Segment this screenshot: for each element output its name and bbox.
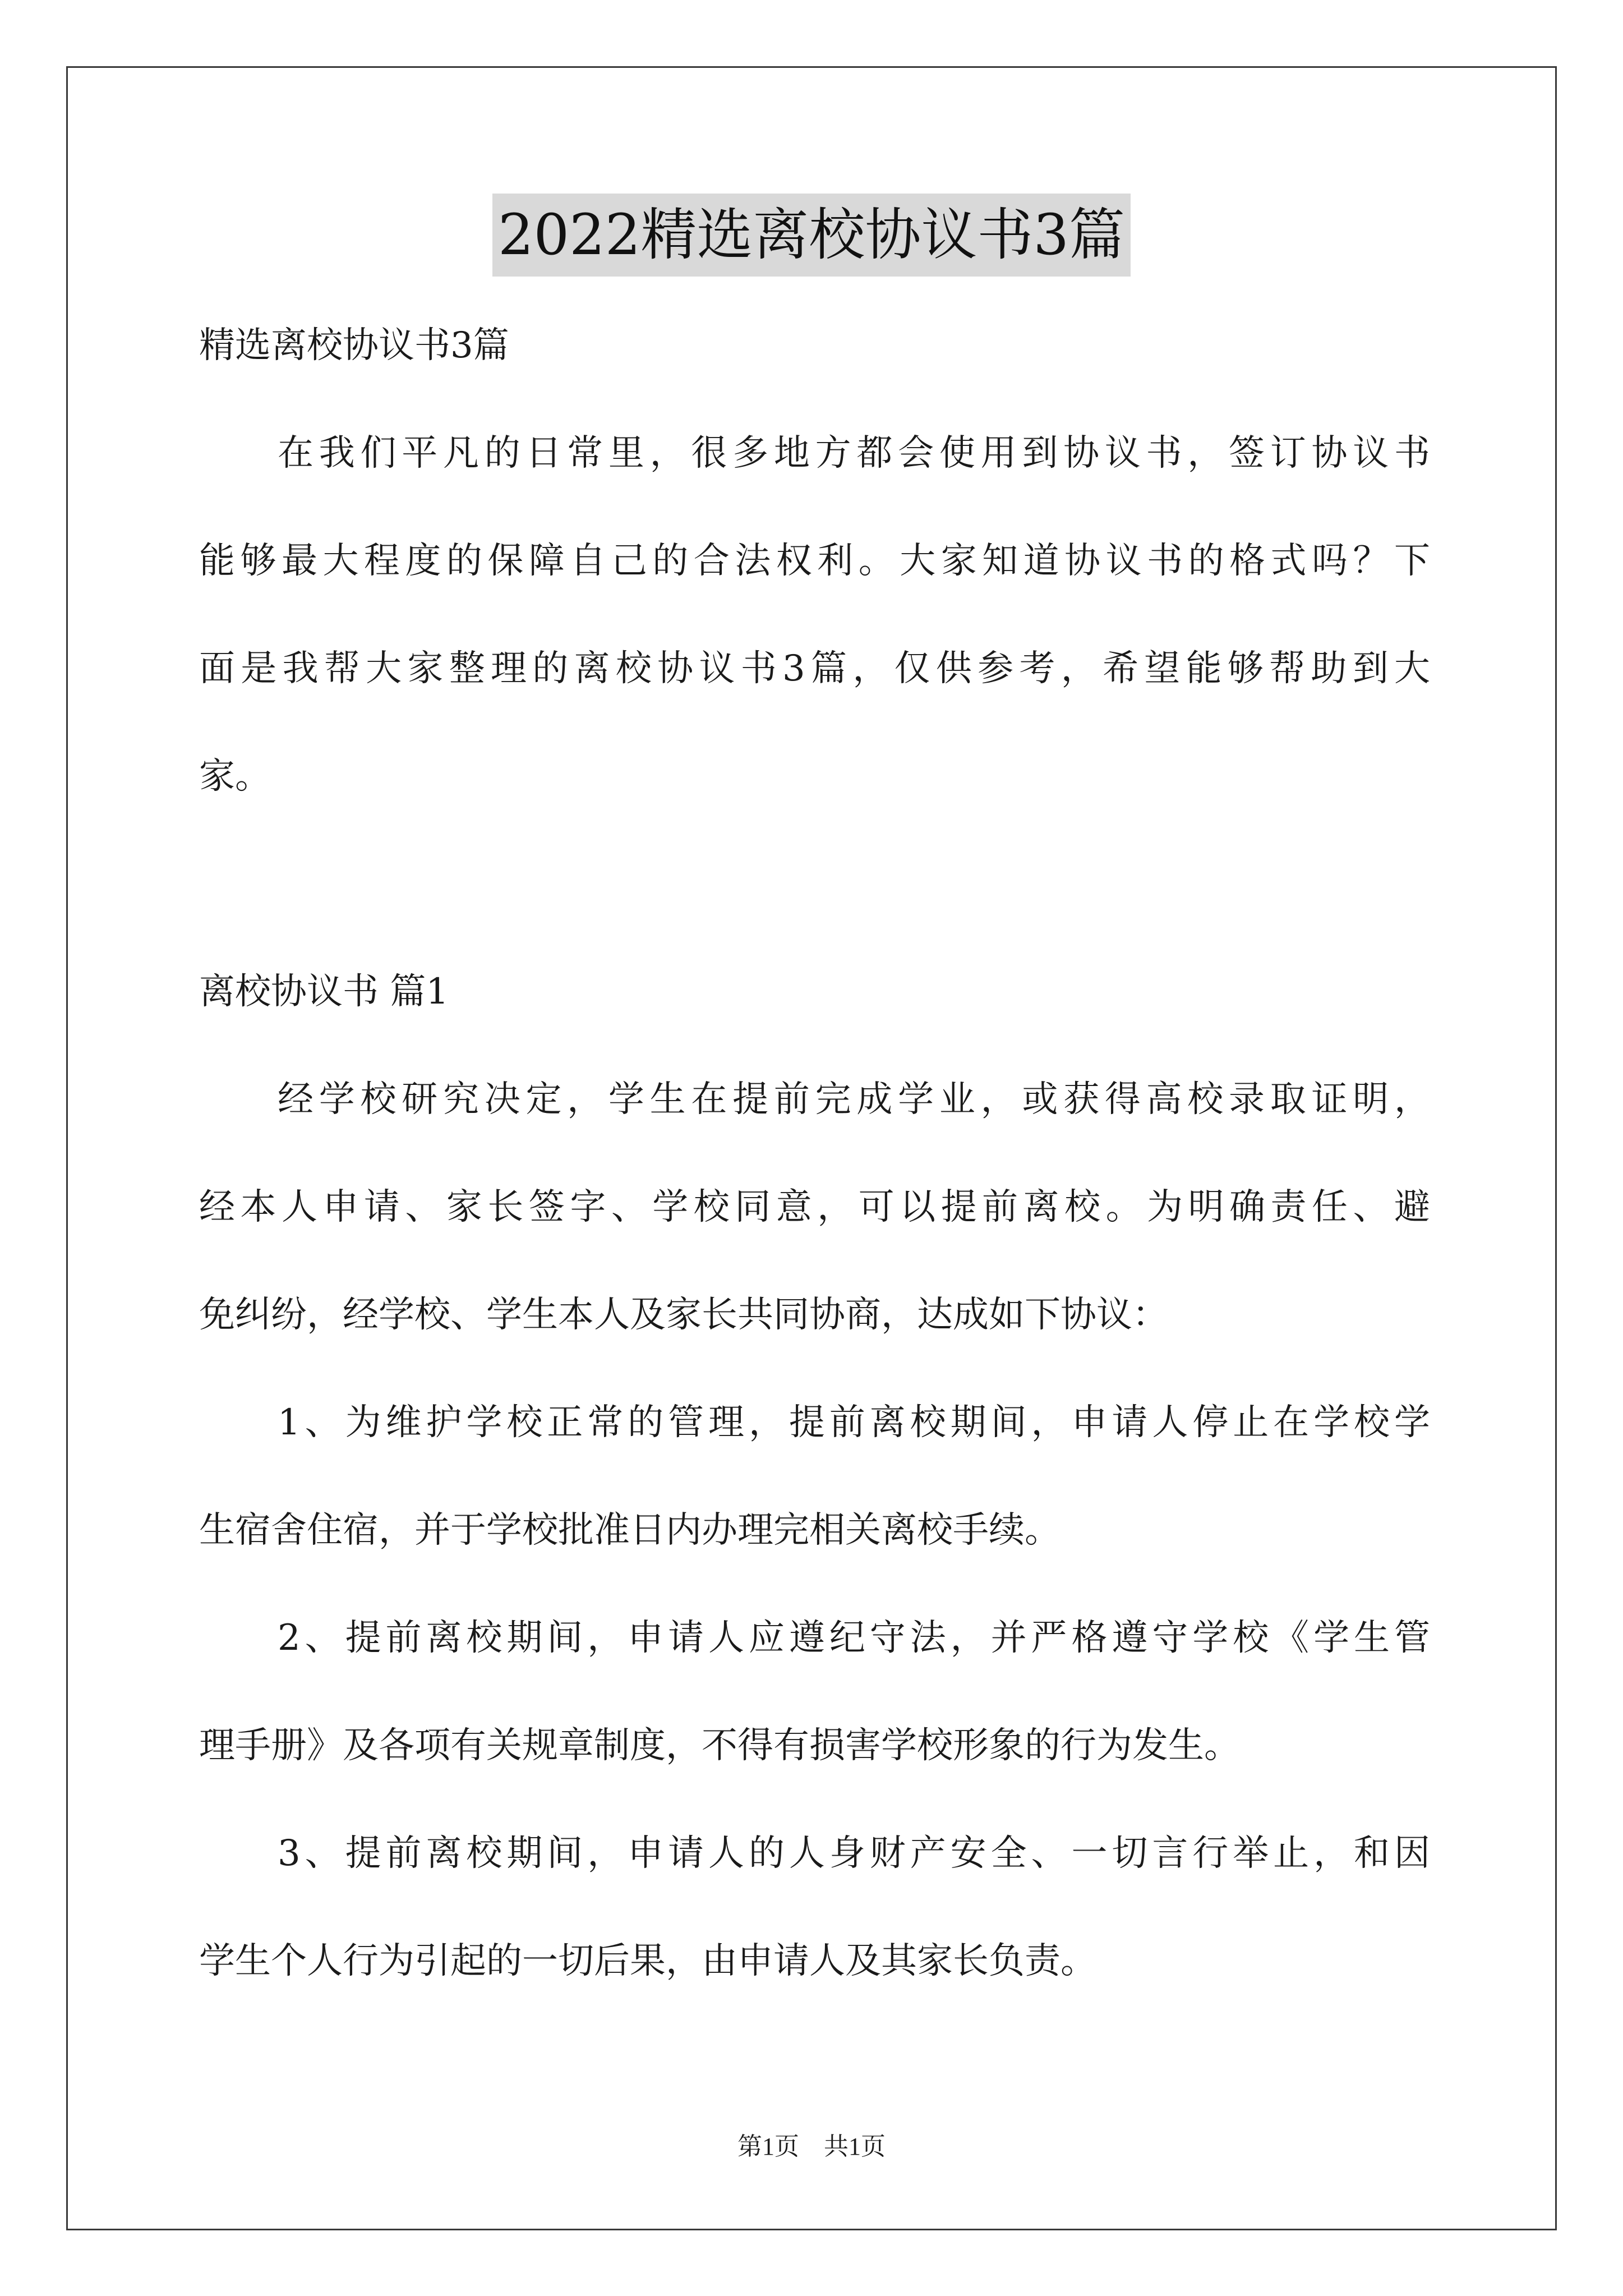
section-heading: 离校协议书 篇1 bbox=[199, 971, 449, 1013]
intro-paragraph bbox=[199, 399, 1430, 830]
clause-line: 理手册》及各项有关规章制度，不得有损害学校形象的行为发生。 bbox=[199, 1725, 1240, 1766]
paragraph-line: 经学校研究决定，学生在提前完成学业，或获得高校录取证明， bbox=[278, 1079, 1430, 1120]
clause-line: 1、为维护学校正常的管理，提前离校期间，申请人停止在学校学 bbox=[278, 1402, 1430, 1443]
clause-line: 3、提前离校期间，申请人的人身财产安全、一切言行举止，和因 bbox=[278, 1833, 1430, 1874]
clause-2 bbox=[199, 1584, 1430, 1800]
spacer bbox=[199, 830, 1430, 938]
paragraph-line: 经本人申请、家长签字、学校同意，可以提前离校。为明确责任、避 bbox=[199, 1186, 1430, 1228]
document-title: 2022精选离校协议书3篇 bbox=[492, 194, 1131, 277]
document-subtitle: 精选离校协议书3篇 bbox=[199, 325, 509, 366]
clause-line: 学生个人行为引起的一切后果，由申请人及其家长负责。 bbox=[199, 1940, 1096, 1982]
intro-line: 家。 bbox=[199, 756, 271, 797]
clause-1 bbox=[199, 1369, 1430, 1584]
page-footer: 第1页 共1页 bbox=[737, 2133, 886, 2160]
paragraph-line: 免纠纷，经学校、学生本人及家长共同协商，达成如下协议： bbox=[199, 1294, 1168, 1336]
title-wrap bbox=[0, 194, 1623, 277]
intro-line: 面是我帮大家整理的离校协议书3篇，仅供参考，希望能够帮助到大 bbox=[199, 648, 1430, 689]
intro-line: 在我们平凡的日常里，很多地方都会使用到协议书，签订协议书 bbox=[278, 432, 1430, 474]
paragraph-1 bbox=[199, 1046, 1430, 1369]
clause-line: 生宿舍住宿，并于学校批准日内办理完相关离校手续。 bbox=[199, 1510, 1061, 1551]
intro-line: 能够最大程度的保障自己的合法权利。大家知道协议书的格式吗？下 bbox=[199, 540, 1430, 582]
clause-line: 2、提前离校期间，申请人应遵纪守法，并严格遵守学校《学生管 bbox=[278, 1617, 1430, 1659]
clause-3 bbox=[199, 1800, 1430, 2015]
document-body bbox=[199, 292, 1430, 2015]
